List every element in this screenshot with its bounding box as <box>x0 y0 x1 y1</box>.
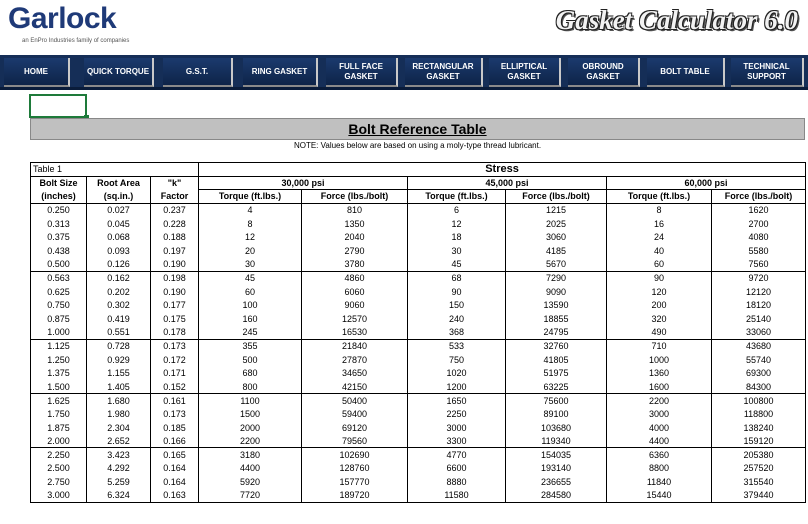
cell-force-30000: 1350 <box>302 217 408 231</box>
table-row <box>31 380 806 394</box>
cell-torque-30000: 12 <box>199 230 302 244</box>
cell-torque-45000: 1200 <box>408 380 506 394</box>
cell-force-30000: 2790 <box>302 244 408 258</box>
col-force-45000: Force (lbs./bolt) <box>506 190 607 204</box>
cell-k-factor: 0.173 <box>151 407 199 421</box>
stress-header: Stress <box>199 163 806 177</box>
cell-force-60000: 257520 <box>712 462 806 476</box>
col-root-area: Root Area <box>87 176 151 190</box>
cell-force-30000: 2040 <box>302 230 408 244</box>
cell-torque-60000: 6360 <box>607 448 712 462</box>
cell-root-area: 0.126 <box>87 258 151 272</box>
cell-root-area: 0.728 <box>87 339 151 353</box>
cell-force-60000: 4080 <box>712 230 806 244</box>
cell-bolt-size: 2.250 <box>31 448 87 462</box>
cell-force-60000: 315540 <box>712 475 806 489</box>
cell-torque-60000: 3000 <box>607 407 712 421</box>
cell-torque-60000: 710 <box>607 339 712 353</box>
cell-root-area: 0.202 <box>87 285 151 299</box>
cell-torque-60000: 490 <box>607 326 712 340</box>
cell-force-45000: 3060 <box>506 230 607 244</box>
cell-torque-45000: 1650 <box>408 394 506 408</box>
cell-force-45000: 103680 <box>506 421 607 435</box>
cell-torque-45000: 45 <box>408 258 506 272</box>
col-torque-45000: Torque (ft.lbs.) <box>408 190 506 204</box>
cell-torque-60000: 1000 <box>607 353 712 367</box>
cell-k-factor: 0.161 <box>151 394 199 408</box>
cell-force-60000: 205380 <box>712 448 806 462</box>
cell-force-60000: 69300 <box>712 366 806 380</box>
cell-torque-60000: 1360 <box>607 366 712 380</box>
cell-force-30000: 69120 <box>302 421 408 435</box>
cell-k-factor: 0.163 <box>151 489 199 503</box>
cell-torque-45000: 68 <box>408 271 506 285</box>
cell-force-30000: 810 <box>302 203 408 217</box>
cell-force-30000: 16530 <box>302 326 408 340</box>
cell-k-factor: 0.228 <box>151 217 199 231</box>
cell-bolt-size: 1.500 <box>31 380 87 394</box>
cell-torque-60000: 4000 <box>607 421 712 435</box>
cell-bolt-size: 0.500 <box>31 258 87 272</box>
cell-root-area: 0.027 <box>87 203 151 217</box>
cell-k-factor: 0.165 <box>151 448 199 462</box>
cell-torque-45000: 30 <box>408 244 506 258</box>
cell-torque-30000: 4 <box>199 203 302 217</box>
cell-force-45000: 236655 <box>506 475 607 489</box>
cell-k-factor: 0.237 <box>151 203 199 217</box>
col-force-30000: Force (lbs./bolt) <box>302 190 408 204</box>
nav-technical-support[interactable]: TECHNICAL SUPPORT <box>731 58 804 87</box>
table-row <box>31 489 806 503</box>
cell-root-area: 6.324 <box>87 489 151 503</box>
cell-torque-45000: 11580 <box>408 489 506 503</box>
cell-bolt-size: 0.313 <box>31 217 87 231</box>
cell-force-45000: 9090 <box>506 285 607 299</box>
cell-k-factor: 0.172 <box>151 353 199 367</box>
cell-k-factor: 0.164 <box>151 475 199 489</box>
cell-k-factor: 0.188 <box>151 230 199 244</box>
cell-k-factor: 0.171 <box>151 366 199 380</box>
cell-force-30000: 6060 <box>302 285 408 299</box>
cell-force-60000: 18120 <box>712 298 806 312</box>
cell-force-45000: 5670 <box>506 258 607 272</box>
cell-root-area: 0.302 <box>87 298 151 312</box>
cell-torque-30000: 45 <box>199 271 302 285</box>
cell-force-60000: 5580 <box>712 244 806 258</box>
stress-30000: 30,000 psi <box>199 176 408 190</box>
cell-force-60000: 9720 <box>712 271 806 285</box>
cell-bolt-size: 1.125 <box>31 339 87 353</box>
cell-bolt-size: 2.500 <box>31 462 87 476</box>
cell-force-45000: 119340 <box>506 434 607 448</box>
cell-force-45000: 41805 <box>506 353 607 367</box>
cell-torque-30000: 500 <box>199 353 302 367</box>
cell-torque-30000: 680 <box>199 366 302 380</box>
nav-bolt-table[interactable]: BOLT TABLE <box>647 58 725 87</box>
cell-force-45000: 1215 <box>506 203 607 217</box>
stress-60000: 60,000 psi <box>607 176 806 190</box>
cell-torque-60000: 320 <box>607 312 712 326</box>
col-k-factor: "k" <box>151 176 199 190</box>
cell-force-45000: 284580 <box>506 489 607 503</box>
cell-root-area: 0.419 <box>87 312 151 326</box>
cell-torque-45000: 6600 <box>408 462 506 476</box>
cell-torque-60000: 1600 <box>607 380 712 394</box>
cell-force-60000: 100800 <box>712 394 806 408</box>
cell-k-factor: 0.177 <box>151 298 199 312</box>
cell-force-60000: 43680 <box>712 339 806 353</box>
cell-force-60000: 159120 <box>712 434 806 448</box>
cell-torque-30000: 355 <box>199 339 302 353</box>
table-row <box>31 394 806 408</box>
table-row <box>31 271 806 285</box>
cell-force-60000: 379440 <box>712 489 806 503</box>
table-row <box>31 230 806 244</box>
cell-k-factor: 0.173 <box>151 339 199 353</box>
cell-force-30000: 9060 <box>302 298 408 312</box>
cell-force-30000: 128760 <box>302 462 408 476</box>
cell-force-30000: 12570 <box>302 312 408 326</box>
cell-force-60000: 118800 <box>712 407 806 421</box>
cell-root-area: 0.929 <box>87 353 151 367</box>
cell-torque-60000: 2200 <box>607 394 712 408</box>
lubricant-note: NOTE: Values below are based on using a moly-type thread lubricant. <box>293 141 542 150</box>
cell-torque-30000: 800 <box>199 380 302 394</box>
cell-force-30000: 27870 <box>302 353 408 367</box>
cell-torque-30000: 60 <box>199 285 302 299</box>
cell-torque-45000: 3000 <box>408 421 506 435</box>
table-row <box>31 421 806 435</box>
cell-torque-60000: 200 <box>607 298 712 312</box>
cell-k-factor: 0.152 <box>151 380 199 394</box>
nav-gst[interactable]: G.S.T. <box>163 58 233 87</box>
garlock-logo[interactable]: Garlock <box>8 2 117 35</box>
cell-root-area: 0.045 <box>87 217 151 231</box>
cell-root-area: 2.304 <box>87 421 151 435</box>
cell-torque-45000: 533 <box>408 339 506 353</box>
cell-force-45000: 51975 <box>506 366 607 380</box>
cell-torque-30000: 5920 <box>199 475 302 489</box>
cell-torque-45000: 4770 <box>408 448 506 462</box>
cell-force-30000: 157770 <box>302 475 408 489</box>
nav-home[interactable]: HOME <box>4 58 70 87</box>
cell-k-factor: 0.190 <box>151 258 199 272</box>
cell-k-factor: 0.166 <box>151 434 199 448</box>
cell-bolt-size: 0.625 <box>31 285 87 299</box>
cell-torque-30000: 2200 <box>199 434 302 448</box>
cell-torque-60000: 4400 <box>607 434 712 448</box>
cell-force-45000: 13590 <box>506 298 607 312</box>
page-title: Bolt Reference Table <box>30 118 805 140</box>
cell-k-factor: 0.164 <box>151 462 199 476</box>
nav-quick-torque[interactable]: QUICK TORQUE <box>84 58 154 87</box>
cell-torque-60000: 24 <box>607 230 712 244</box>
logo-tagline: an EnPro Industries family of companies <box>22 38 130 44</box>
cell-bolt-size: 1.875 <box>31 421 87 435</box>
selected-cell[interactable] <box>29 94 87 118</box>
cell-force-45000: 63225 <box>506 380 607 394</box>
cell-force-60000: 33060 <box>712 326 806 340</box>
cell-bolt-size: 0.250 <box>31 203 87 217</box>
cell-force-30000: 4860 <box>302 271 408 285</box>
app-header <box>0 0 808 50</box>
cell-k-factor: 0.178 <box>151 326 199 340</box>
table-row <box>31 353 806 367</box>
cell-torque-30000: 20 <box>199 244 302 258</box>
nav-ring-gasket[interactable]: RING GASKET <box>243 58 318 87</box>
cell-torque-30000: 8 <box>199 217 302 231</box>
table-row <box>31 298 806 312</box>
cell-root-area: 4.292 <box>87 462 151 476</box>
cell-root-area: 1.405 <box>87 380 151 394</box>
cell-force-45000: 89100 <box>506 407 607 421</box>
cell-force-30000: 34650 <box>302 366 408 380</box>
cell-force-60000: 55740 <box>712 353 806 367</box>
cell-force-45000: 154035 <box>506 448 607 462</box>
nav-elliptical-gasket[interactable]: ELLIPTICAL GASKET <box>489 58 561 87</box>
table-row <box>31 366 806 380</box>
nav-rectangular-gasket[interactable]: RECTANGULAR GASKET <box>405 58 483 87</box>
cell-torque-30000: 30 <box>199 258 302 272</box>
cell-bolt-size: 0.563 <box>31 271 87 285</box>
cell-force-45000: 4185 <box>506 244 607 258</box>
cell-bolt-size: 1.625 <box>31 394 87 408</box>
col-torque-60000: Torque (ft.lbs.) <box>607 190 712 204</box>
cell-torque-45000: 6 <box>408 203 506 217</box>
cell-root-area: 0.068 <box>87 230 151 244</box>
cell-force-45000: 24795 <box>506 326 607 340</box>
cell-torque-60000: 40 <box>607 244 712 258</box>
cell-bolt-size: 1.250 <box>31 353 87 367</box>
cell-root-area: 0.093 <box>87 244 151 258</box>
cell-k-factor: 0.198 <box>151 271 199 285</box>
cell-torque-60000: 16 <box>607 217 712 231</box>
cell-torque-45000: 240 <box>408 312 506 326</box>
table-row <box>31 462 806 476</box>
table-row <box>31 258 806 272</box>
cell-bolt-size: 0.375 <box>31 230 87 244</box>
cell-root-area: 5.259 <box>87 475 151 489</box>
cell-torque-45000: 368 <box>408 326 506 340</box>
cell-k-factor: 0.197 <box>151 244 199 258</box>
cell-torque-30000: 7720 <box>199 489 302 503</box>
cell-force-30000: 79560 <box>302 434 408 448</box>
cell-force-30000: 3780 <box>302 258 408 272</box>
cell-force-60000: 84300 <box>712 380 806 394</box>
cell-torque-60000: 8 <box>607 203 712 217</box>
table-row <box>31 434 806 448</box>
cell-force-30000: 21840 <box>302 339 408 353</box>
cell-torque-45000: 12 <box>408 217 506 231</box>
cell-root-area: 1.680 <box>87 394 151 408</box>
cell-torque-45000: 18 <box>408 230 506 244</box>
cell-bolt-size: 0.875 <box>31 312 87 326</box>
cell-torque-45000: 3300 <box>408 434 506 448</box>
cell-torque-45000: 8880 <box>408 475 506 489</box>
cell-force-60000: 2700 <box>712 217 806 231</box>
cell-force-60000: 138240 <box>712 421 806 435</box>
table-row <box>31 203 806 217</box>
cell-force-45000: 7290 <box>506 271 607 285</box>
cell-torque-45000: 750 <box>408 353 506 367</box>
cell-bolt-size: 0.750 <box>31 298 87 312</box>
table-row <box>31 217 806 231</box>
cell-bolt-size: 1.750 <box>31 407 87 421</box>
cell-force-60000: 1620 <box>712 203 806 217</box>
cell-torque-60000: 90 <box>607 271 712 285</box>
cell-force-45000: 75600 <box>506 394 607 408</box>
cell-torque-30000: 160 <box>199 312 302 326</box>
cell-torque-30000: 100 <box>199 298 302 312</box>
col-root-area-unit: (sq.in.) <box>87 190 151 204</box>
cell-force-45000: 2025 <box>506 217 607 231</box>
cell-root-area: 0.551 <box>87 326 151 340</box>
col-k-factor-unit: Factor <box>151 190 199 204</box>
cell-torque-60000: 60 <box>607 258 712 272</box>
cell-force-60000: 25140 <box>712 312 806 326</box>
cell-torque-30000: 4400 <box>199 462 302 476</box>
cell-force-30000: 102690 <box>302 448 408 462</box>
cell-torque-60000: 15440 <box>607 489 712 503</box>
cell-torque-45000: 1020 <box>408 366 506 380</box>
stress-45000: 45,000 psi <box>408 176 607 190</box>
cell-force-30000: 189720 <box>302 489 408 503</box>
cell-torque-60000: 8800 <box>607 462 712 476</box>
col-bolt-size: Bolt Size <box>31 176 87 190</box>
cell-torque-45000: 150 <box>408 298 506 312</box>
cell-bolt-size: 1.000 <box>31 326 87 340</box>
cell-root-area: 2.652 <box>87 434 151 448</box>
cell-k-factor: 0.185 <box>151 421 199 435</box>
table-label: Table 1 <box>31 163 199 177</box>
nav-full-face-gasket[interactable]: FULL FACE GASKET <box>326 58 398 87</box>
cell-torque-45000: 90 <box>408 285 506 299</box>
cell-bolt-size: 2.750 <box>31 475 87 489</box>
cell-force-45000: 18855 <box>506 312 607 326</box>
col-torque-30000: Torque (ft.lbs.) <box>199 190 302 204</box>
cell-bolt-size: 3.000 <box>31 489 87 503</box>
cell-torque-30000: 2000 <box>199 421 302 435</box>
cell-k-factor: 0.175 <box>151 312 199 326</box>
cell-torque-30000: 245 <box>199 326 302 340</box>
table-row <box>31 312 806 326</box>
cell-force-30000: 42150 <box>302 380 408 394</box>
table-row <box>31 285 806 299</box>
cell-force-45000: 32760 <box>506 339 607 353</box>
cell-force-60000: 7560 <box>712 258 806 272</box>
col-force-60000: Force (lbs./bolt) <box>712 190 806 204</box>
cell-torque-45000: 2250 <box>408 407 506 421</box>
cell-torque-30000: 3180 <box>199 448 302 462</box>
cell-torque-30000: 1500 <box>199 407 302 421</box>
cell-root-area: 0.162 <box>87 271 151 285</box>
col-bolt-size-unit: (inches) <box>31 190 87 204</box>
table-row <box>31 448 806 462</box>
cell-force-60000: 12120 <box>712 285 806 299</box>
cell-root-area: 1.155 <box>87 366 151 380</box>
app-title: Gasket Calculator 6.0 <box>555 5 798 35</box>
bolt-reference-table <box>30 162 806 503</box>
table-row <box>31 407 806 421</box>
cell-root-area: 3.423 <box>87 448 151 462</box>
cell-torque-30000: 1100 <box>199 394 302 408</box>
nav-obround-gasket[interactable]: OBROUND GASKET <box>568 58 640 87</box>
cell-torque-60000: 120 <box>607 285 712 299</box>
cell-bolt-size: 2.000 <box>31 434 87 448</box>
cell-root-area: 1.980 <box>87 407 151 421</box>
cell-bolt-size: 0.438 <box>31 244 87 258</box>
cell-torque-60000: 11840 <box>607 475 712 489</box>
table-row <box>31 326 806 340</box>
cell-force-30000: 50400 <box>302 394 408 408</box>
main-navigation <box>0 55 808 90</box>
cell-bolt-size: 1.375 <box>31 366 87 380</box>
cell-k-factor: 0.190 <box>151 285 199 299</box>
table-row <box>31 339 806 353</box>
table-row <box>31 244 806 258</box>
cell-force-45000: 193140 <box>506 462 607 476</box>
cell-force-30000: 59400 <box>302 407 408 421</box>
table-row <box>31 475 806 489</box>
